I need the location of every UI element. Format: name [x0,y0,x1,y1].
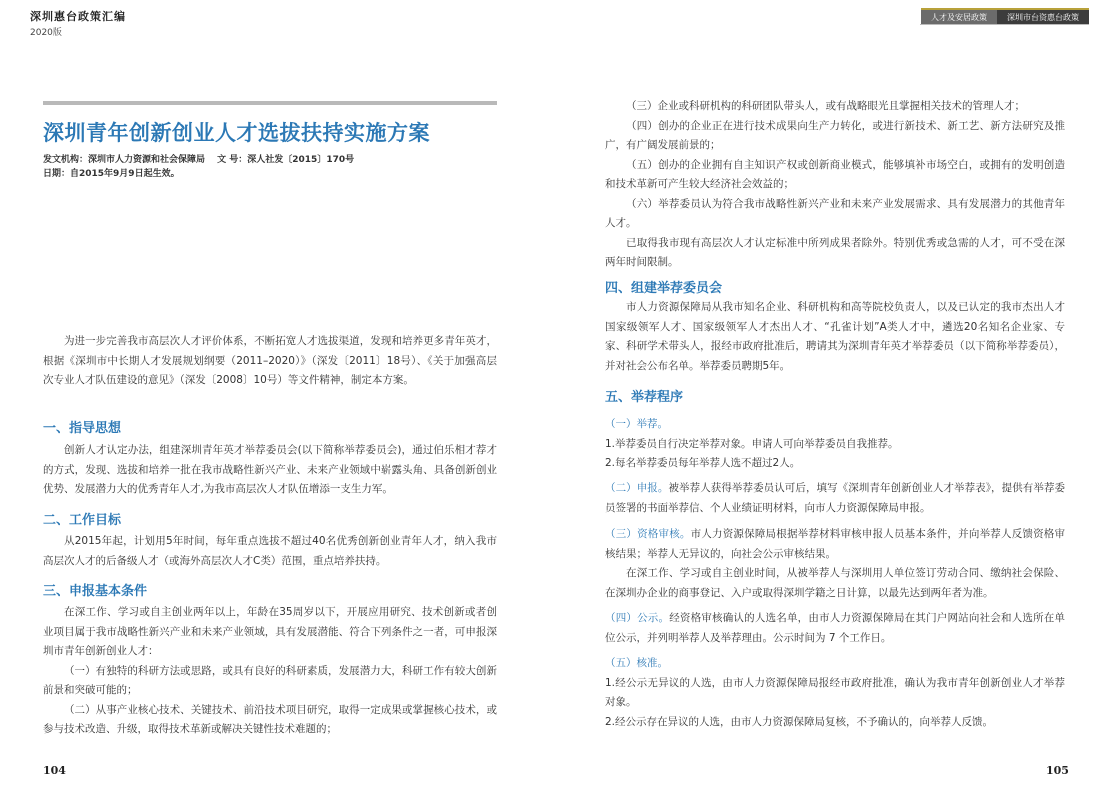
document-title: 深圳青年创新创业人才选拔扶持实施方案 [43,121,430,145]
header-rule [920,24,1089,25]
section-tabs [921,8,1089,25]
step-2-paragraph [605,479,1065,518]
condition-4-paragraph: （四）创办的企业正在进行技术成果向生产力转化，或进行新技术、新工艺、新方法研究及推广，有广阔发展前景的； [605,119,1065,151]
section-2-paragraph: 从2015年起，计划用5年时间，每年重点选拔不超过40名优秀创新创业青年人才，纳入我市高层次人才的后备级人才（或海外高层次人才C类）范围，重点培养扶持。 [43,535,497,567]
step-3-paragraph-2: 在深工作、学习或自主创业时间，从被举荐人与深圳用人单位签订劳动合同、缴纳社会保险、在深圳办企业的商事登记、入户或取得深圳学籍之日计算，以最先达到两年者为准。 [605,567,1065,599]
step-1-item-a: 1.举荐委员自行决定举荐对象。申请人可向举荐委员自我推荐。 [605,437,899,450]
step-3-label: （三）资格审核。 [605,528,691,540]
document-meta-issuer: 发文机构：深圳市人力资源和社会保障局 文 号：深人社发〔2015〕170号 [43,155,355,165]
section-heading-3: 三、申报基本条件 [43,584,148,599]
condition-3-paragraph: （三）企业或科研机构的科研团队带头人，或有战略眼光且掌握相关技术的管理人才； [626,100,1025,112]
exception-paragraph: 已取得我市现有高层次人才认定标准中所列成果者除外。特别优秀或急需的人才，可不受在深两年时间限制。 [605,236,1065,268]
book-header [30,8,126,38]
section-tab-talent: 人才及安居政策 [921,8,997,25]
page-number-right: 105 [1046,764,1069,777]
section-1-paragraph: 创新人才认定办法，组建深圳青年英才举荐委员会(以下简称举荐委员会)，通过伯乐相才荐才的方式，发现、选拔和培养一批在我市战略性新兴产业、未来产业领域中崭露头角、具备创新创业优势、发展潜力大的优秀青年人才,为我市高层次人才队伍增添一支生力军。 [43,444,497,495]
step-3-paragraph [605,525,1065,564]
step-4-paragraph [605,609,1065,648]
step-2-label: （二）申报。 [605,482,669,494]
section-4-paragraph: 市人力资源保障局从我市知名企业、科研机构和高等院校负责人，以及已认定的我市杰出人才国家级领军人才、国家级领军人才杰出人才、“孔雀计划”A类人才中，遴选20名知名企业家、专家、科研学术带头人，报经市政府批准后，聘请其为深圳青年英才举荐委员（以下简称举荐委员），并对社会公布名单。举荐委员聘期5年。 [605,301,1065,372]
step-2-text: 被举荐人获得举荐委员认可后，填写《深圳青年创新创业人才举荐表》，提供有举荐委员签署的书面举荐信、个人业绩证明材料，向市人力资源保障局申报。 [605,482,1066,514]
document-meta-date: 日期：自2015年9月9日起生效。 [43,169,180,179]
section-3-paragraph-2: （一）有独特的科研方法或思路，或具有良好的科研素质，发展潜力大，科研工作有较大创新前景和突破可能的； [43,664,497,696]
section-heading-1: 一、指导思想 [43,421,122,436]
book-year: 2020版 [30,28,62,38]
section-heading-4: 四、组建举荐委员会 [605,281,723,296]
book-title: 深圳惠台政策汇编 [30,10,126,23]
step-1-item-b: 2.每名举荐委员每年举荐人选不超过2人。 [605,457,801,469]
title-bar [43,101,497,105]
intro-paragraph: 为进一步完善我市高层次人才评价体系，不断拓宽人才选拔渠道，发现和培养更多青年英才，根据《深圳市中长期人才发展规划纲要（2011–2020）》（深发〔2011〕18号）、《关于加强高层次专业人才队伍建设的意见》（深发〔2008〕10号）等文件精神，制定本方案。 [43,335,497,386]
step-1-heading [605,415,1065,435]
step-4-label: （四）公示。 [605,612,670,624]
section-3-paragraph-1: 在深工作、学习或自主创业两年以上，年龄在35周岁以下，开展应用研究、技术创新或者创业项目属于我市战略性新兴产业和未来产业领域，具有发展潜能、符合下列条件之一者，可申报深圳市青年创新创业人才： [43,606,497,657]
step-4-text: 经资格审核确认的人选名单，由市人力资源保障局在其门户网站向社会和人选所在单位公示，并列明举荐人及举荐理由。公示时间为 7 个工作日。 [605,612,1066,644]
step-1-label: （一）举荐。 [605,418,668,430]
page-number-left: 104 [43,764,66,777]
condition-5-paragraph: （五）创办的企业拥有自主知识产权或创新商业模式，能够填补市场空白，或拥有的发明创造和技术革新可产生较大经济社会效益的； [605,158,1065,190]
section-3-paragraph-3: （二）从事产业核心技术、关键技术、前沿技术项目研究，取得一定成果或掌握核心技术，或参与技术改造、升级，取得技术革新或解决关键性技术难题的； [43,703,497,735]
section-heading-2: 二、工作目标 [43,513,122,528]
step-5-item-b: 2.经公示存在异议的人选，由市人力资源保障局复核，不予确认的，向举荐人反馈。 [605,715,994,728]
section-tab-taiwan: 深圳市台资惠台政策 [997,8,1089,25]
step-5-label: （五）核准。 [605,657,668,669]
step-3-text: 市人力资源保障局根据举荐材料审核申报人员基本条件，并向举荐人反馈资格审核结果；举荐人无异议的，向社会公示审核结果。 [605,528,1066,560]
step-5-heading [605,654,1065,674]
condition-6-paragraph: （六）举荐委员认为符合我市战略性新兴产业和未来产业发展需求、具有发展潜力的其他青年人才。 [605,197,1065,229]
step-5-item-a: 1.经公示无异议的人选，由市人力资源保障局报经市政府批准，确认为我市青年创新创业人才举荐对象。 [605,676,1065,708]
section-heading-5: 五、举荐程序 [605,390,684,405]
